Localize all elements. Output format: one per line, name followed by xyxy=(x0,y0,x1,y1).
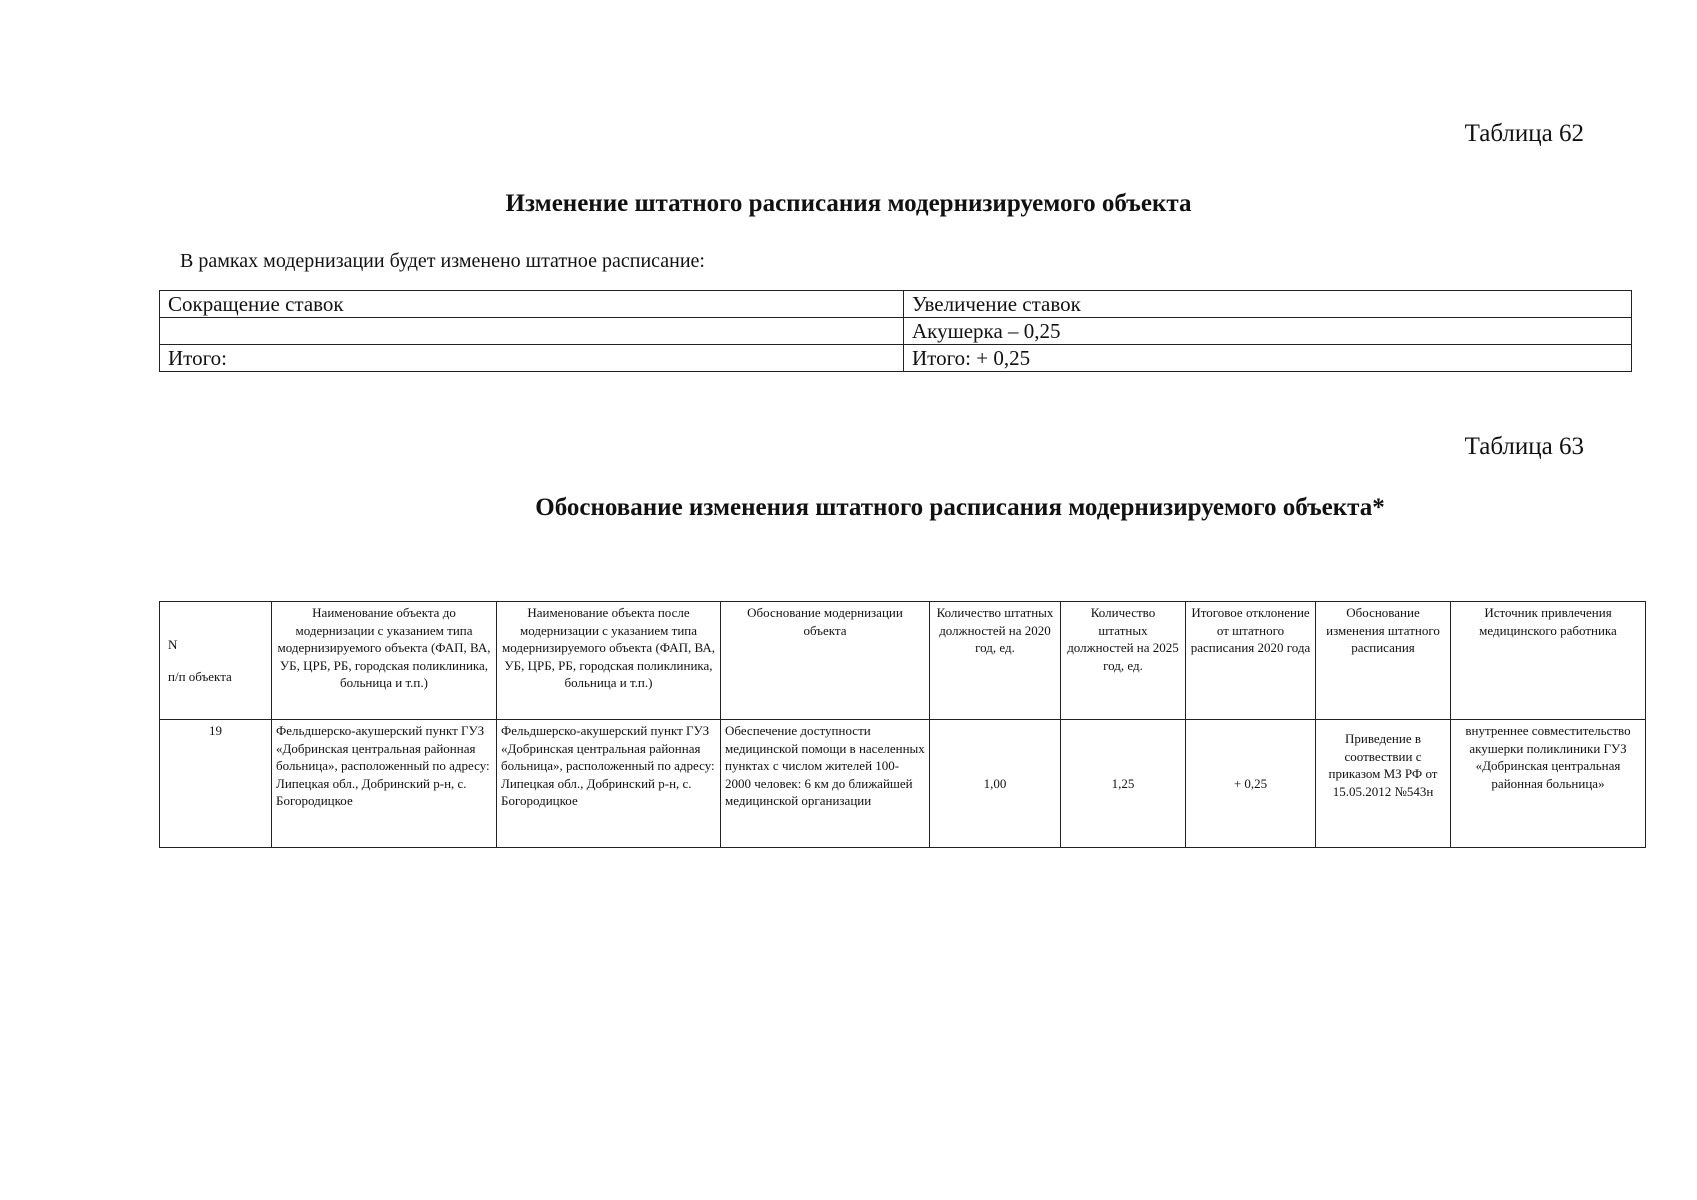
header-source: Источник привлечения медицинского работника xyxy=(1451,602,1646,720)
header-n-line1: N xyxy=(168,637,178,652)
table-row xyxy=(160,345,1632,372)
table-63-title: Обоснование изменения штатного расписания модернизируемого объекта* xyxy=(535,494,1385,521)
row-number: 19 xyxy=(160,720,272,848)
staff-change-table xyxy=(159,290,1632,372)
reduction-header: Сокращение ставок xyxy=(160,291,904,318)
table-62-number: Таблица 62 xyxy=(1464,120,1584,147)
table-62-intro: В рамках модернизации будет изменено штатное расписание: xyxy=(180,250,705,272)
table-63-number: Таблица 63 xyxy=(1464,433,1584,460)
row-count-2020: 1,00 xyxy=(930,720,1061,848)
row-justification: Обеспечение доступности медицинской помощи в населенных пунктах с числом жителей 100-2000 человек: 6 км до ближайшей медицинской организации xyxy=(721,720,930,848)
row-after: Фельдшерско-акушерский пункт ГУЗ «Добринская центральная районная больница», расположенный по адресу: Липецкая обл., Добринский р-н, с. Богородицкое xyxy=(497,720,721,848)
increase-total: Итого: + 0,25 xyxy=(904,345,1632,372)
table-row xyxy=(160,318,1632,345)
header-after: Наименование объекта после модернизации с указанием типа модернизируемого объекта (ФАП, ВА, УБ, ЦРБ, РБ, городская поликлиника, больница и т.п.) xyxy=(497,602,721,720)
header-count-2025: Количество штатных должностей на 2025 год, ед. xyxy=(1061,602,1186,720)
row-source: внутреннее совместительство акушерки поликлиники ГУЗ «Добринская центральная районная больница» xyxy=(1451,720,1646,848)
row-count-2025: 1,25 xyxy=(1061,720,1186,848)
table-62-title: Изменение штатного расписания модернизируемого объекта xyxy=(505,190,1192,217)
header-deviation: Итоговое отклонение от штатного расписания 2020 года xyxy=(1186,602,1316,720)
reduction-cell xyxy=(160,318,904,345)
reduction-total: Итого: xyxy=(160,345,904,372)
header-staff-change: Обоснование изменения штатного расписания xyxy=(1316,602,1451,720)
header-justification: Обоснование модернизации объекта xyxy=(721,602,930,720)
staff-justification-table xyxy=(159,601,1646,848)
row-before: Фельдшерско-акушерский пункт ГУЗ «Добринская центральная районная больница», расположенный по адресу: Липецкая обл., Добринский р-н, с. Богородицкое xyxy=(272,720,497,848)
row-staff-change: Приведение в соотвествии с приказом МЗ РФ от 15.05.2012 №543н xyxy=(1316,720,1451,848)
table-row xyxy=(160,720,1646,848)
header-before: Наименование объекта до модернизации с указанием типа модернизируемого объекта (ФАП, ВА, УБ, ЦРБ, РБ, городская поликлиника, больница и т.п.) xyxy=(272,602,497,720)
table-header-row xyxy=(160,602,1646,720)
header-n-line2: п/п объекта xyxy=(168,668,232,684)
header-count-2020: Количество штатных должностей на 2020 год, ед. xyxy=(930,602,1061,720)
increase-cell: Акушерка – 0,25 xyxy=(904,318,1632,345)
increase-header: Увеличение ставок xyxy=(904,291,1632,318)
row-deviation: + 0,25 xyxy=(1186,720,1316,848)
header-n xyxy=(160,602,272,720)
table-row xyxy=(160,291,1632,318)
